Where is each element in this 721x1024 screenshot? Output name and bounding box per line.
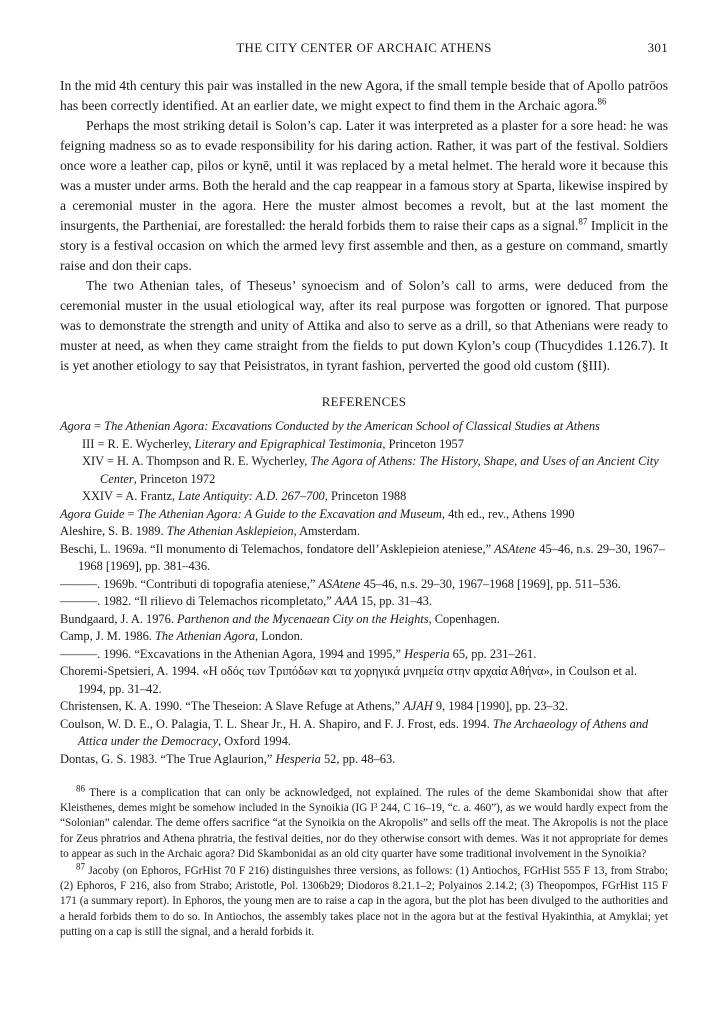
ref-camp-a [60, 628, 668, 646]
ref-agora-xxiv [60, 488, 668, 506]
ref-bundgaard-author: Bundgaard, J. A. 1976. [60, 611, 178, 626]
ref-bundgaard [60, 611, 668, 629]
footnote-87-number: 87 [76, 861, 85, 872]
ref-agora-xxiv-tail: , Princeton 1988 [324, 489, 407, 503]
paragraph-1 [60, 76, 668, 116]
ref-choremi: Choremi-Spetsieri, A. 1994. «Η οδός των Τριπόδων και τα χορηγικά μνημεία στην αρχαία Αθήνα», in Coulson et al. 1994, pp. 31–42. [60, 664, 638, 696]
ref-christensen-tail: 9, 1984 [1990], pp. 23–32. [432, 699, 569, 713]
ref-aleshire-tail: , Amsterdam. [293, 524, 360, 538]
ref-aleshire [60, 523, 668, 541]
body-text [60, 76, 668, 376]
ref-agora-iii-title: Literary and Epigraphical Testimonia [194, 436, 383, 451]
ref-camp-a-tail: , London. [255, 629, 303, 643]
ref-aleshire-author: Aleshire, S. B. 1989. [60, 524, 167, 538]
ref-coulson-title: The Archaeology of Athens and Attica under the Democracy [78, 716, 649, 748]
paragraph-2-text-a: Perhaps the most striking detail is Solon’s cap. Later it was interpreted as a plaster for a sore head: he was feigning madness so as to evade responsibility for his daring action. Rather, it was part of the festival. Soldiers once wore a leather cap, pilos or kynē, until it was replaced by a metal helmet. The herald wore it because this was a muster under arms. Both the herald and the cap reappear in a famous story at Sparta, likewise inspired by a ceremonial muster in the agora. Here the muster almost becomes a revolt, but at the last moment the insurgents, the Partheniai, are forestalled: the herald forbids them to raise their caps as a signal. [60, 118, 668, 233]
references-heading: REFERENCES [321, 394, 407, 409]
ref-beschi-b-text: ———. 1969b. “Contributi di topografia ateniese,” [60, 576, 319, 591]
footnotes [60, 783, 668, 940]
page [60, 40, 668, 942]
footnote-86-text: There is a complication that can only be acknowledged, not explained. The rules of the deme Skambonidai show that after Kleisthenes, demes might be somehow included in the Synoikia (IG I³ 244, C 16–19, “c. a. 460”), as we would hardly expect from the “Solonian” calendar. The deme offers sacrifice “at the Synoikia on the Akropolis” and sells off the meat. The Akropolis is not the place for Zeus phratrios and Athena phratria, the festival deities, nor do they otherwise consort with demes. Was it not appropriate for demes to appear as such in the Archaic agora? Did Skambonidai as an old city quarter have some traditional involvement in the Synoikia? [60, 787, 668, 860]
footnote-87-text: Jacoby (on Ephoros, FGrHist 70 F 216) distinguishes three versions, as follows: (1) Antiochos, FGrHist 555 F 13, from Strabo; (2) Ephoros, F 216, also from Strabo; Aristotle, Pol. 1306b29; Diodoros 8.21.1–2; Polyainos 2.14.2; (3) Theopompos, FGrHist 115 F 171 (a summary report). In Ephoros, the young men are to raise a cap in the agora, but the plot has been divulged to the authorities and a herald forbids them to do so. In Antiochos, the assembly takes place not in the agora but at the festival Hyakinthia, at Amyklai; yet putting on a cap is still the signal, and a herald forbids it. [60, 865, 668, 938]
ref-agora-xiv-author: XIV = H. A. Thompson and R. E. Wycherley, [82, 454, 311, 468]
ref-camp-a-title: The Athenian Agora [155, 629, 256, 643]
page-number: 301 [647, 40, 668, 55]
ref-camp-b-text: ———. 1996. “Excavations in the Athenian Agora, 1994 and 1995,” [60, 646, 405, 661]
ref-guide-label: Agora Guide [60, 506, 125, 521]
ref-bundgaard-title: Parthenon and the Mycenaean City on the Heights [177, 611, 429, 626]
ref-coulson-authors: Coulson, W. D. E., O. Palagia, T. L. Shear Jr., H. A. Shapiro, and F. J. Frost, eds. 1994. [60, 716, 493, 731]
ref-beschi-b-journal: ASAtene [318, 576, 361, 591]
ref-agora-xiv-tail: , Princeton 1972 [133, 471, 216, 486]
ref-christensen-journal: AJAH [403, 699, 433, 713]
ref-guide-title: The Athenian Agora: A Guide to the Excavation and Museum [137, 506, 442, 521]
ref-agora-iii-tail: , Princeton 1957 [382, 436, 464, 451]
ref-guide-tail: , 4th ed., rev., Athens 1990 [441, 506, 575, 521]
ref-agora-xiv-title: The Agora of Athens: The History, Shape, and Uses of an Ancient City Center [100, 454, 659, 486]
ref-camp-b-journal: Hesperia [404, 646, 450, 661]
ref-coulson-tail: , Oxford 1994. [218, 734, 292, 748]
ref-beschi-a-tail: 45–46, n.s. 29–30, 1967–1968 [1969], pp. 381–436. [78, 541, 665, 573]
running-title: THE CITY CENTER OF ARCHAIC ATHENS [236, 40, 492, 55]
ref-christensen [60, 698, 668, 716]
ref-beschi-c [60, 593, 668, 611]
paragraph-2 [60, 116, 668, 276]
paragraph-3: The two Athenian tales, of Theseus’ synoecism and of Solon’s call to arms, were deduced from the ceremonial muster in the usual etiological way, after its real purpose was forgotten or ignored. That purpose was to demonstrate the strength and unity of Attika and also to serve as a drill, so that Athenians were ready to muster at need, as when they came straight from the fields to put down Kylon’s coup (Thucydides 1.126.7). It is yet another etiology to say that Peisistratos, in tyrant fashion, perverted the good old custom (§III). [60, 278, 668, 373]
ref-dontas-journal: Hesperia [275, 751, 321, 766]
ref-camp-b [60, 646, 668, 664]
ref-beschi-c-tail: 15, pp. 31–43. [357, 594, 432, 608]
footnote-86-number: 86 [76, 783, 85, 794]
ref-dontas-tail: 52, pp. 48–63. [320, 751, 396, 766]
ref-dontas [60, 751, 668, 769]
ref-agora-iii [60, 436, 668, 454]
running-head [60, 40, 668, 60]
ref-christensen-text: Christensen, K. A. 1990. “The Theseion: A Slave Refuge at Athens,” [60, 699, 404, 713]
paragraph-2-text-b: Implicit in the story is a festival occasion on which the armed levy first assemble and then, as a gesture on command, smartly raise and don their caps. [60, 218, 668, 273]
ref-camp-a-author: Camp, J. M. 1986. [60, 629, 155, 643]
paragraph-1-text: In the mid 4th century this pair was installed in the new Agora, if the small temple beside that of Apollo patrōos has been correctly identified. At an earlier date, we might expect to find them in the Archaic agora. [60, 78, 668, 113]
ref-bundgaard-tail: , Copenhagen. [428, 611, 500, 626]
footnote-ref-86[interactable]: 86 [597, 96, 607, 107]
ref-agora-xxiv-title: Late Antiquity: A.D. 267–700 [178, 489, 325, 503]
ref-agora-title: The Athenian Agora: Excavations Conducted by the American School of Classical Studies at Athens [104, 419, 600, 433]
footnote-86 [60, 783, 668, 862]
ref-coulson [60, 716, 668, 751]
ref-beschi-a [60, 541, 668, 576]
ref-agora-guide: Agora Guide = The Athenian Agora: A Guide to the Excavation and Museum, 4th ed., rev., Athens 1990 [60, 506, 575, 521]
ref-beschi-b-tail: 45–46, n.s. 29–30, 1967–1968 [1969], pp. 511–536. [360, 576, 621, 591]
ref-agora-iii-author: III = R. E. Wycherley, [82, 436, 195, 451]
ref-aleshire-title: The Athenian Asklepieion [166, 524, 294, 538]
ref-agora-xxiv-author: XXIV = A. Frantz, [82, 489, 179, 503]
ref-beschi-a-journal: ASAtene [494, 541, 537, 556]
references-list [60, 418, 668, 768]
ref-agora-xiv [60, 453, 668, 488]
ref-agora: Agora = The Athenian Agora: Excavations Conducted by the American School of Classical Studies at Athens [60, 419, 600, 433]
footnote-ref-87[interactable]: 87 [578, 216, 588, 227]
ref-beschi-c-journal: AAA [334, 594, 358, 608]
ref-beschi-b [60, 576, 668, 594]
ref-beschi-a-text: Beschi, L. 1969a. “Il monumento di Telemachos, fondatore dell’Asklepieion ateniese,” [60, 541, 495, 556]
ref-beschi-c-text: ———. 1982. “Il rilievo di Telemachos ricompletato,” [60, 594, 335, 608]
footnote-87 [60, 861, 668, 940]
ref-camp-b-tail: 65, pp. 231–261. [449, 646, 537, 661]
ref-agora-label: Agora [60, 419, 91, 433]
ref-dontas-text: Dontas, G. S. 1983. “The True Aglaurion,” [60, 751, 276, 766]
